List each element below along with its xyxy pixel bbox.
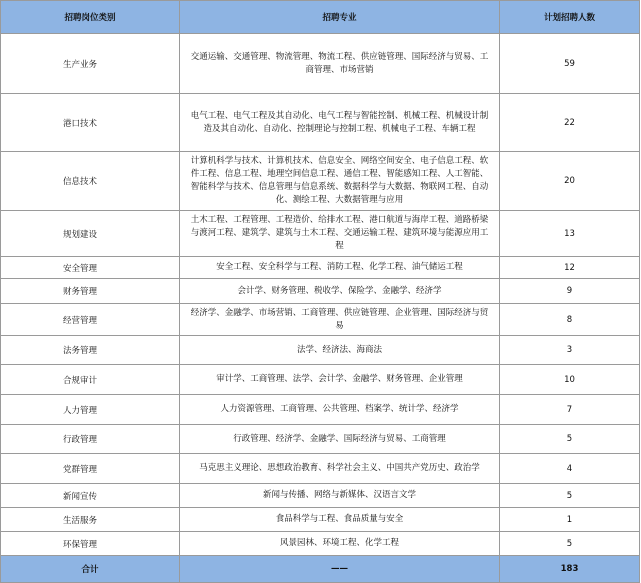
row-major: 风景园林、环境工程、化学工程 [180, 532, 500, 556]
row-category: 信息技术 [1, 152, 180, 211]
row-category: 合规审计 [1, 365, 180, 395]
table-row [1, 484, 640, 508]
row-count: 3 [500, 336, 640, 365]
row-major: 会计学、财务管理、税收学、保险学、金融学、经济学 [180, 279, 500, 304]
row-major: 法学、经济法、海商法 [180, 336, 500, 365]
row-count: 9 [500, 279, 640, 304]
row-major: 马克思主义理论、思想政治教育、科学社会主义、中国共产党历史、政治学 [180, 454, 500, 484]
table-row [1, 279, 640, 304]
row-count: 12 [500, 257, 640, 279]
table-row [1, 34, 640, 94]
row-category: 生产业务 [1, 34, 180, 94]
row-count: 8 [500, 304, 640, 336]
row-category: 人力管理 [1, 395, 180, 425]
row-major: 审计学、工商管理、法学、会计学、金融学、财务管理、企业管理 [180, 365, 500, 395]
table-row [1, 152, 640, 211]
table-row [1, 425, 640, 454]
total-count: 183 [500, 556, 640, 583]
total-row [1, 556, 640, 583]
row-category: 生活服务 [1, 508, 180, 532]
table-row [1, 94, 640, 152]
row-major: 交通运输、交通管理、物流管理、物流工程、供应链管理、国际经济与贸易、工商管理、市场营销 [180, 34, 500, 94]
row-count: 1 [500, 508, 640, 532]
header-row [1, 1, 640, 34]
row-category: 党群管理 [1, 454, 180, 484]
row-major: 经济学、金融学、市场营销、工商管理、供应链管理、企业管理、国际经济与贸易 [180, 304, 500, 336]
header-category: 招聘岗位类别 [1, 1, 180, 34]
row-count: 5 [500, 425, 640, 454]
table-row [1, 508, 640, 532]
table-row [1, 211, 640, 257]
table-row [1, 532, 640, 556]
row-major: 电气工程、电气工程及其自动化、电气工程与智能控制、机械工程、机械设计制造及其自动化、自动化、控制理论与控制工程、机械电子工程、车辆工程 [180, 94, 500, 152]
total-major: —— [180, 556, 500, 583]
row-count: 22 [500, 94, 640, 152]
row-count: 4 [500, 454, 640, 484]
header-count: 计划招聘人数 [500, 1, 640, 34]
row-major: 新闻与传播、网络与新媒体、汉语言文学 [180, 484, 500, 508]
row-major: 计算机科学与技术、计算机技术、信息安全、网络空间安全、电子信息工程、软件工程、信息工程、地理空间信息工程、通信工程、智能感知工程、人工智能、智能科学与技术、信息管理与信息系统、数据科学与大数据、物联网工程、自动化、测绘工程、大数据管理与应用 [180, 152, 500, 211]
row-count: 13 [500, 211, 640, 257]
row-count: 59 [500, 34, 640, 94]
row-major: 食品科学与工程、食品质量与安全 [180, 508, 500, 532]
table-row [1, 304, 640, 336]
row-category: 港口技术 [1, 94, 180, 152]
row-category: 行政管理 [1, 425, 180, 454]
row-category: 新闻宣传 [1, 484, 180, 508]
row-count: 20 [500, 152, 640, 211]
row-major: 安全工程、安全科学与工程、消防工程、化学工程、油气储运工程 [180, 257, 500, 279]
row-count: 7 [500, 395, 640, 425]
row-category: 财务管理 [1, 279, 180, 304]
row-major: 土木工程、工程管理、工程造价、给排水工程、港口航道与海岸工程、道路桥梁与渡河工程、建筑学、建筑与土木工程、交通运输工程、建筑环境与能源应用工程 [180, 211, 500, 257]
row-category: 安全管理 [1, 257, 180, 279]
row-count: 5 [500, 484, 640, 508]
row-category: 经营管理 [1, 304, 180, 336]
table-row [1, 365, 640, 395]
row-category: 规划建设 [1, 211, 180, 257]
table-row [1, 336, 640, 365]
table-row [1, 395, 640, 425]
total-label: 合计 [1, 556, 180, 583]
row-count: 5 [500, 532, 640, 556]
row-category: 法务管理 [1, 336, 180, 365]
row-major: 行政管理、经济学、金融学、国际经济与贸易、工商管理 [180, 425, 500, 454]
table-row [1, 257, 640, 279]
table-row [1, 454, 640, 484]
row-count: 10 [500, 365, 640, 395]
header-major: 招聘专业 [180, 1, 500, 34]
row-category: 环保管理 [1, 532, 180, 556]
row-major: 人力资源管理、工商管理、公共管理、档案学、统计学、经济学 [180, 395, 500, 425]
